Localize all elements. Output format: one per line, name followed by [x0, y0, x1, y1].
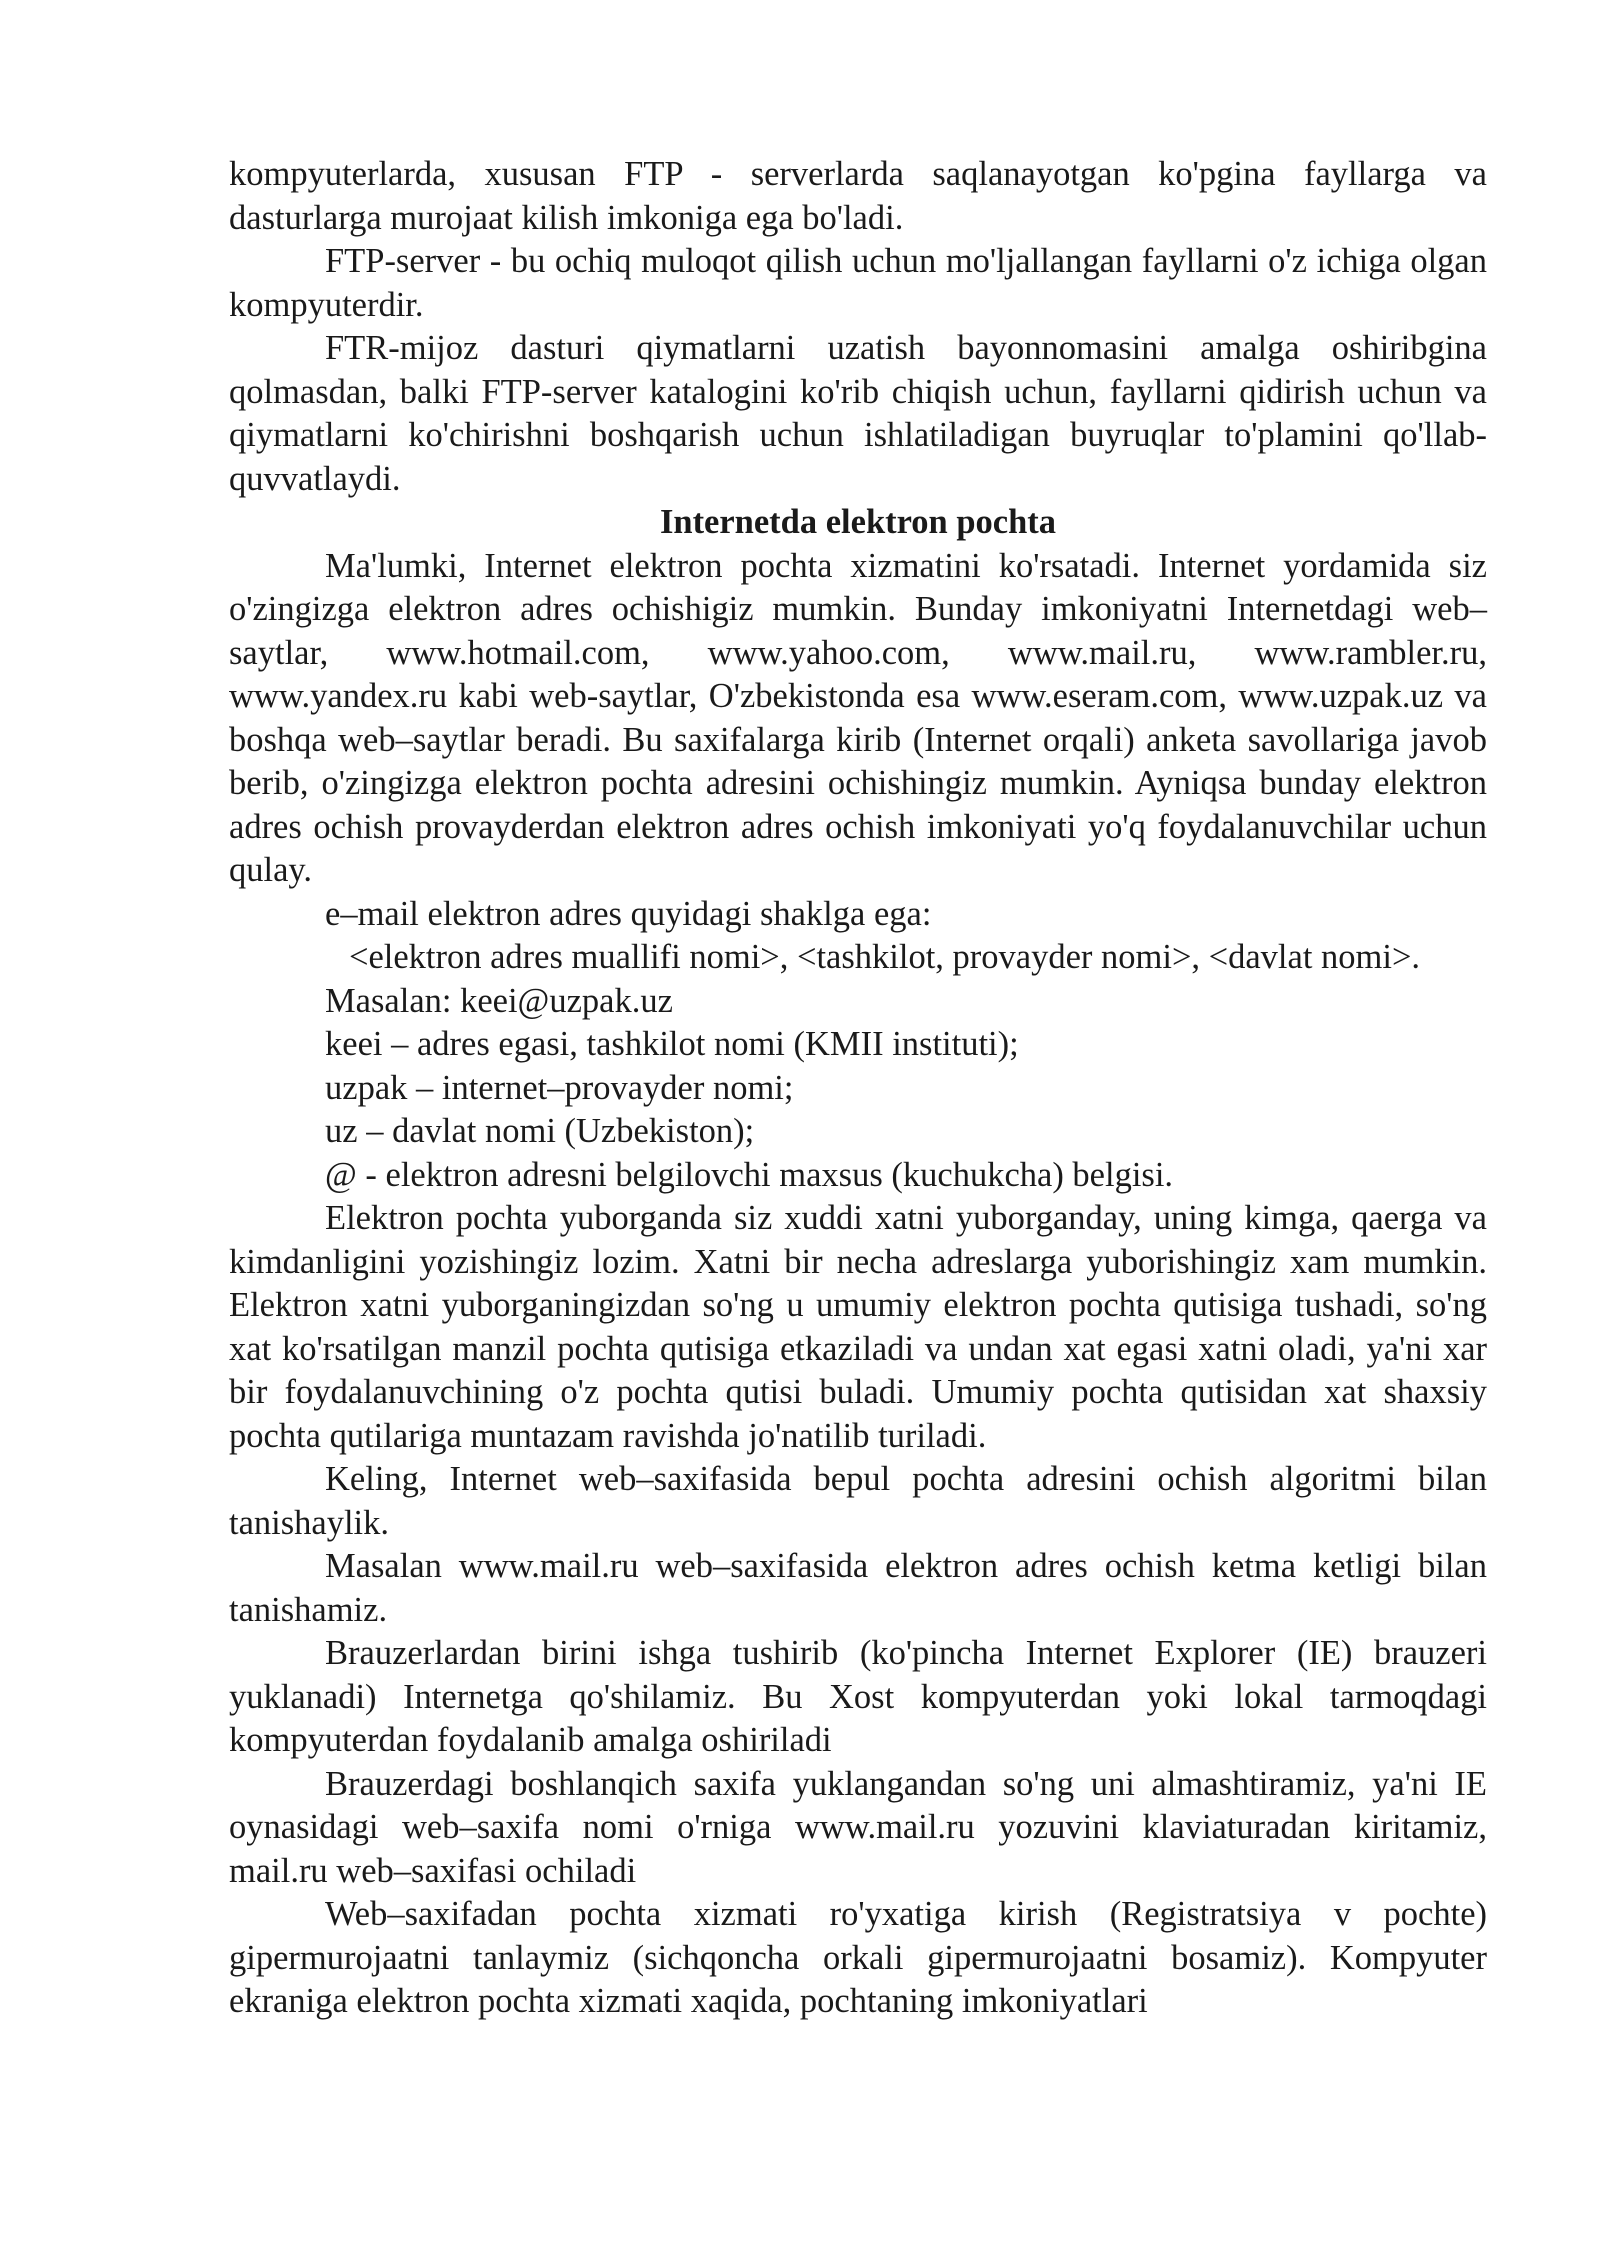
- paragraph-email-format: <elektron adres muallifi nomi>, <tashkilot, provayder nomi>, <davlat nomi>.: [349, 938, 1421, 976]
- paragraph-registration: Web–saxifadan pochta xizmati ro'yxatiga kirish (Registratsiya v pochte) gipermurojaatni tanlaymiz (sichqoncha orkali gipermurojaatni bosamiz). Kompyuter ekraniga elektron pochta xizmati xaqida, pochtaning imkoniyatlari: [229, 1895, 1487, 2020]
- list-item-provider: uzpak – internet–provayder nomi;: [325, 1068, 794, 1107]
- paragraph-ftp-client: FTR-mijoz dasturi qiymatlarni uzatish bayonnomasini amalga oshiribgina qolmasdan, balki FTP-server katalogini ko'rib chiqish uchun, fayllarni qidirish uchun va qiymatlarni ko'chirishni boshqarish uchun ishlatiladigan buyruqlar to'plamini qo'llab-quvvatlaydi.: [229, 329, 1487, 498]
- paragraph-email-format-intro: e–mail elektron adres quyidagi shaklga ega:: [325, 894, 932, 933]
- paragraph-email-intro: Ma'lumki, Internet elektron pochta xizmatini ko'rsatadi. Internet yordamida siz o'zingizga elektron adres ochishigiz mumkin. Bunday imkoniyatni Internetdagi web–saytlar, www.hotmail.com, www.yahoo.com, www.mail.ru, www.rambler.ru, www.yandex.ru kabi web-saytlar, O'zbekistonda esa www.eseram.com, www.uzpak.uz va boshqa web–saytlar beradi. Bu saxifalarga kirib (Internet orqali) anketa savollariga javob berib, o'zingizga elektron pochta adresini ochishingiz mumkin. Ayniqsa bunday elektron adres ochish provayderdan elektron adres ochish imkoniyati yo'q foydalanuvchilar uchun qulay.: [229, 546, 1487, 889]
- paragraph-ftp-access: kompyuterlarda, xususan FTP - serverlarda saqlanayotgan ko'pgina fayllarga va dasturlarga murojaat kilish imkoniga ega bo'ladi.: [229, 155, 1487, 237]
- section-heading: Internetda elektron pochta: [659, 503, 1057, 541]
- list-item-at-sign: @ - elektron adresni belgilovchi maxsus (kuchukcha) belgisi.: [325, 1155, 1174, 1194]
- paragraph-mailru-example: Masalan www.mail.ru web–saxifasida elektron adres ochish ketma ketligi bilan tanishamiz.: [229, 1547, 1487, 1629]
- document-page: [229, 153, 1487, 2024]
- paragraph-algorithm-intro: Keling, Internet web–saxifasida bepul pochta adresini ochish algoritmi bilan tanishaylik.: [229, 1460, 1487, 1542]
- list-item-example: Masalan: keei@uzpak.uz: [325, 981, 673, 1020]
- paragraph-sending-mail: Elektron pochta yuborganda siz xuddi xatni yuborganday, uning kimga, qaerga va kimdanligini yozishingiz lozim. Xatni bir necha adreslarga yuborishingiz xam mumkin. Elektron xatni yuborganingizdan so'ng u umumiy elektron pochta qutisiga tushadi, so'ng xat ko'rsatilgan manzil pochta qutisiga etkaziladi va undan xat egasi xatni oladi, ya'ni xar bir foydalanuvchining o'z pochta qutisi buladi. Umumiy pochta qutisidan xat shaxsiy pochta qutilariga muntazam ravishda jo'natilib turiladi.: [229, 1199, 1487, 1455]
- list-item-country: uz – davlat nomi (Uzbekiston);: [325, 1112, 755, 1150]
- paragraph-ftp-server: FTP-server - bu ochiq muloqot qilish uchun mo'ljallangan fayllarni o'z ichiga olgan kompyuterdir.: [229, 242, 1487, 324]
- paragraph-start-page: Brauzerdagi boshlanqich saxifa yuklangandan so'ng uni almashtiramiz, ya'ni IE oynasidagi web–saxifa nomi o'rniga www.mail.ru yozuvini klaviaturadan kiritamiz, mail.ru web–saxifasi ochiladi: [229, 1764, 1487, 1890]
- list-item-owner: keei – adres egasi, tashkilot nomi (KMII instituti);: [325, 1025, 1019, 1063]
- paragraph-browser-launch: Brauzerlardan birini ishga tushirib (ko'pincha Internet Explorer (IE) brauzeri yuklanadi) Internetga qo'shilamiz. Bu Xost kompyuterdan yoki lokal tarmoqdagi kompyuterdan foydalanib amalga oshiriladi: [229, 1634, 1487, 1759]
